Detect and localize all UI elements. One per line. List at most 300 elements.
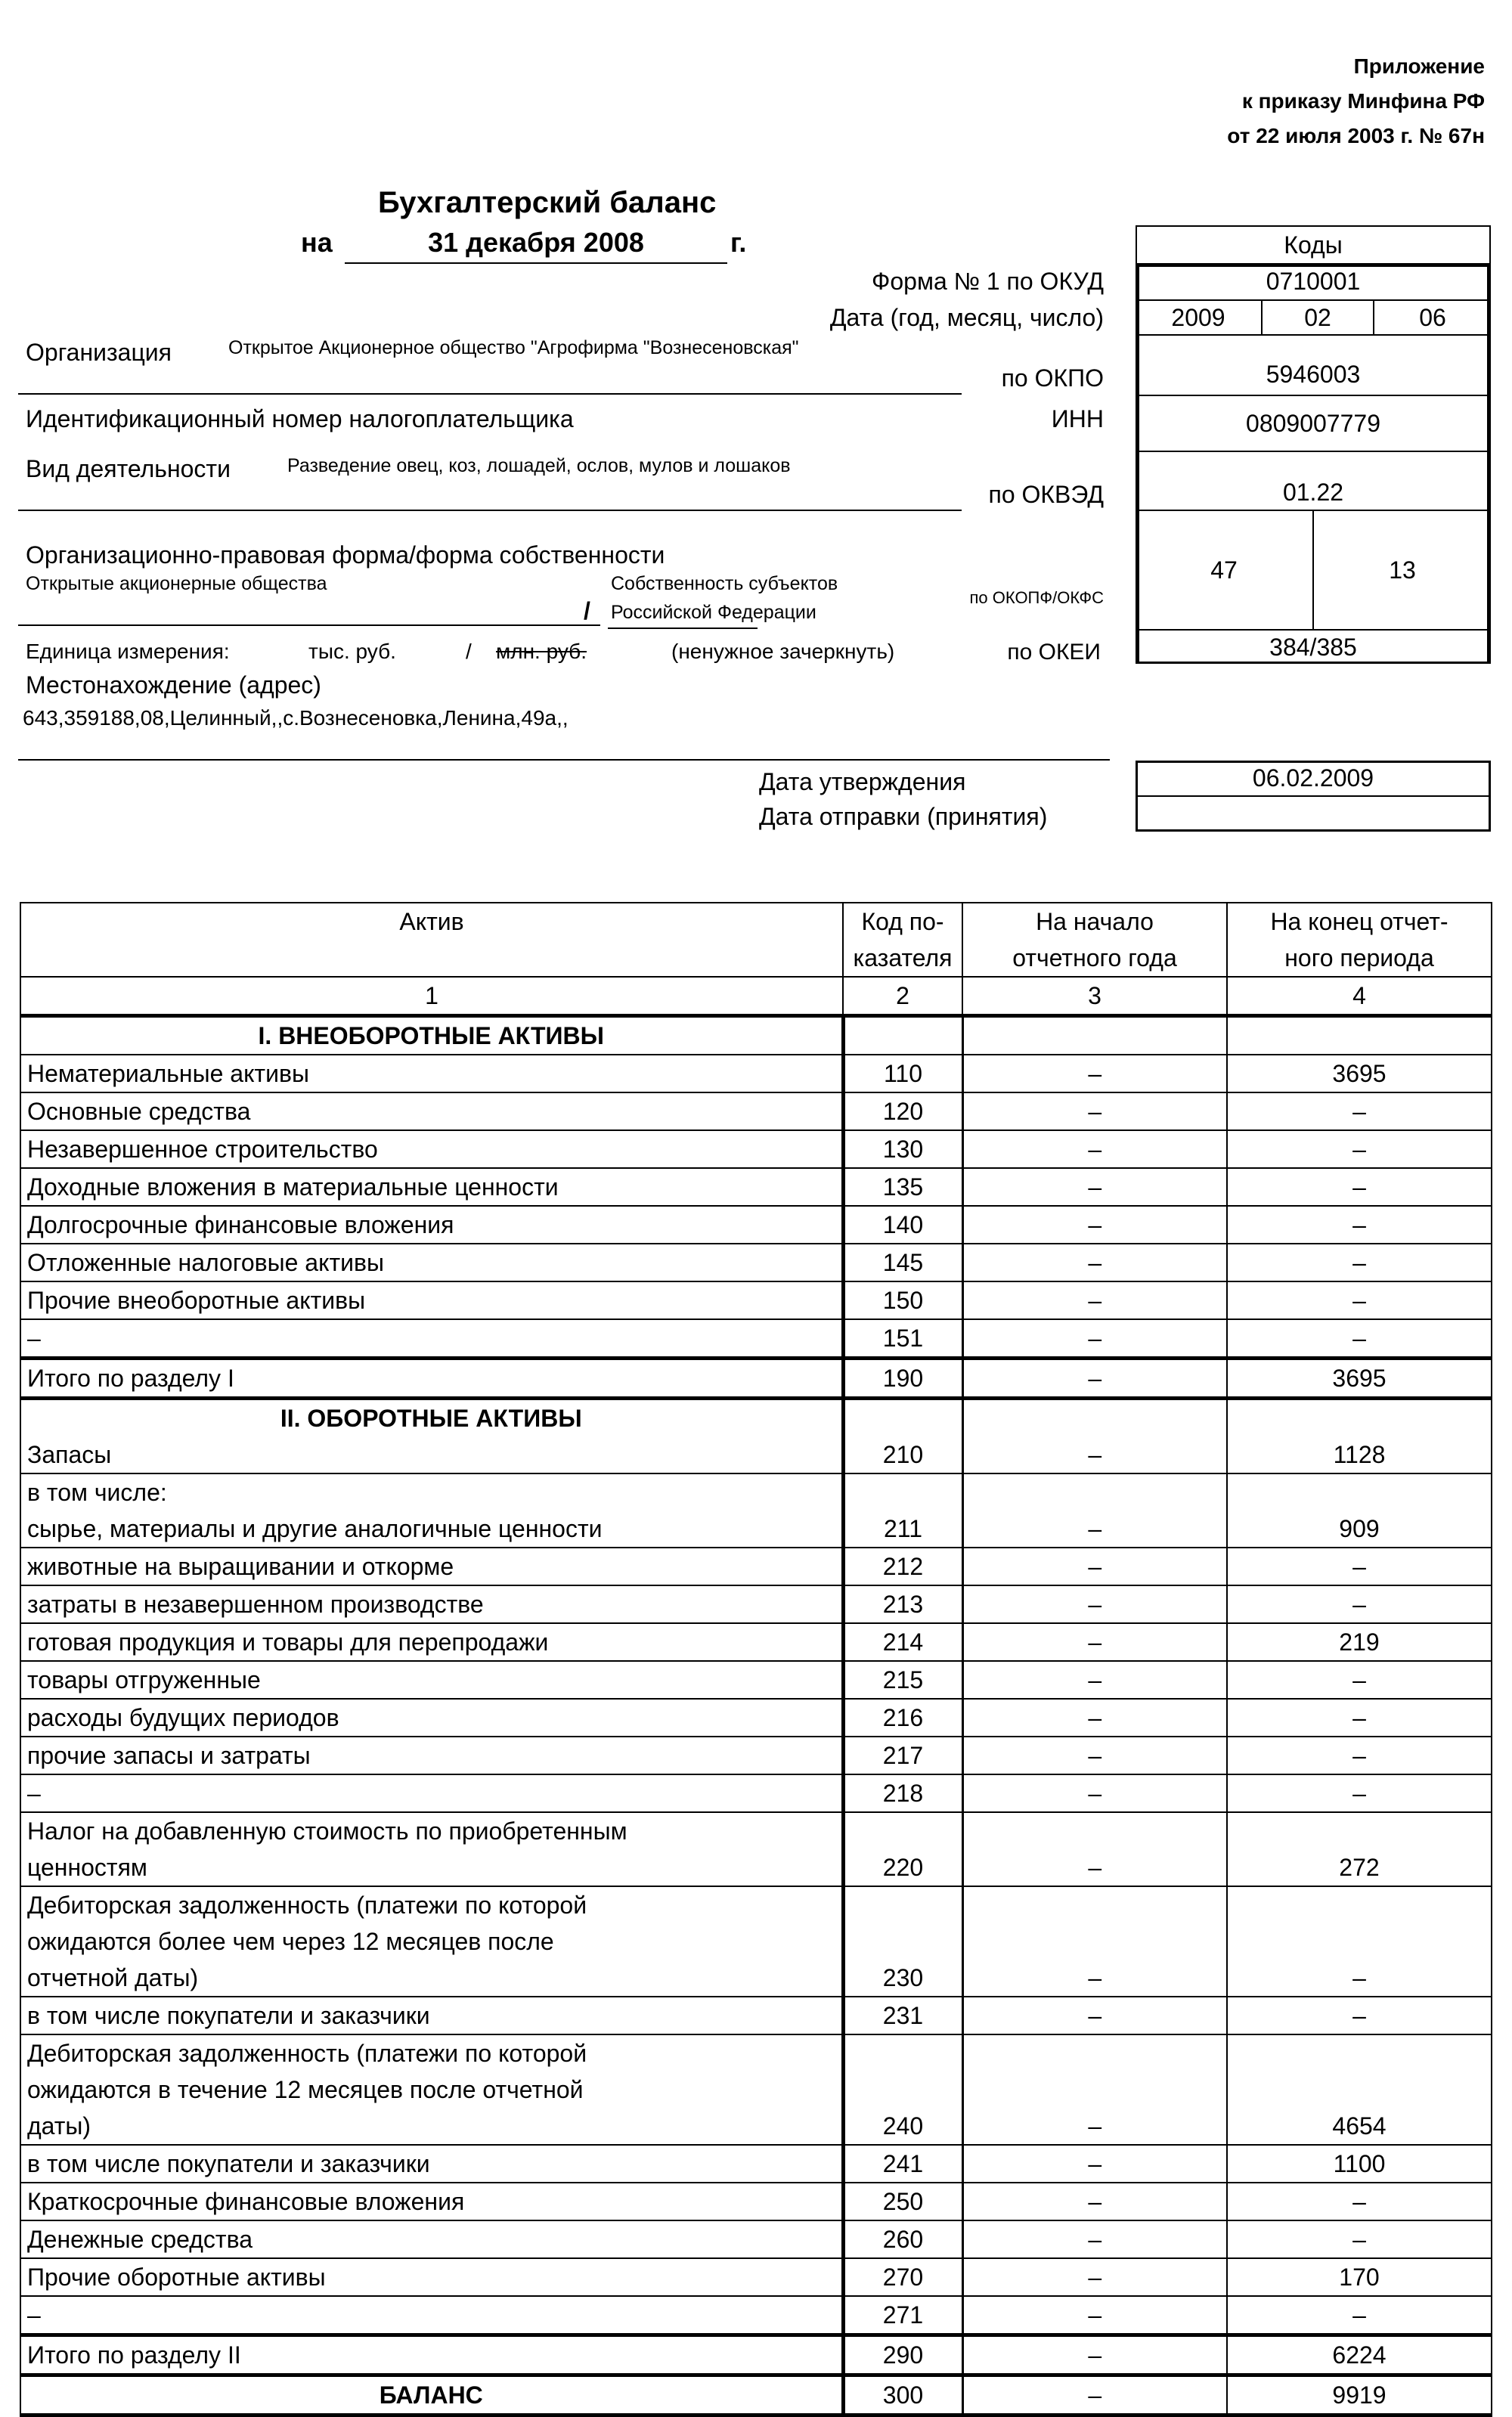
org-name: Открытое Акционерное общество "Агрофирма "Вознесеновская" bbox=[228, 337, 799, 358]
row-code bbox=[843, 1585, 962, 1623]
row-end-text: – bbox=[1352, 1742, 1366, 1769]
header-start-line-1: На начало bbox=[1036, 908, 1154, 935]
balance-row bbox=[20, 2375, 1492, 2415]
address-value: 643,359188,08,Целинный,,с.Вознесеновка,Ленина,49а,, bbox=[23, 706, 569, 730]
row-label-text: Итого по разделу I bbox=[27, 1365, 234, 1392]
section-title: I. ВНЕОБОРОТНЫЕ АКТИВЫ bbox=[258, 1022, 604, 1049]
row-end-text: – bbox=[1352, 1249, 1366, 1276]
row-label-text: Основные средства bbox=[27, 1098, 251, 1125]
row-code-text: 210 bbox=[882, 1441, 924, 1468]
row-code bbox=[843, 1168, 962, 1206]
okved-value: 01.22 bbox=[1282, 479, 1344, 506]
legal-form-underline-right bbox=[608, 627, 758, 629]
row-start-value bbox=[962, 1281, 1227, 1319]
row-end-value bbox=[1227, 1399, 1492, 1474]
row-start-text: – bbox=[1088, 1441, 1102, 1468]
row-start-value bbox=[962, 1319, 1227, 1359]
row-label-text: Дебиторская задолженность (платежи по которой bbox=[27, 1892, 587, 1919]
header-asset-text: Актив bbox=[399, 908, 464, 935]
header-code bbox=[843, 903, 962, 977]
row-start-value bbox=[962, 1473, 1227, 1548]
row-start-value bbox=[962, 1168, 1227, 1206]
row-label-text: Доходные вложения в материальные ценности bbox=[27, 1173, 559, 1201]
row-label bbox=[20, 1359, 843, 1399]
row-label-text: ожидаются более чем через 12 месяцев после bbox=[27, 1928, 554, 1955]
row-label-text: даты) bbox=[27, 2112, 91, 2140]
row-start-value bbox=[962, 1997, 1227, 2034]
row-start-text: – bbox=[1088, 1591, 1102, 1618]
row-start-value bbox=[962, 2258, 1227, 2296]
row-label bbox=[20, 1130, 843, 1168]
row-start-text: – bbox=[1088, 1666, 1102, 1693]
row-label-text: расходы будущих периодов bbox=[27, 1704, 339, 1731]
row-start-text: – bbox=[1088, 1515, 1102, 1542]
row-start-value bbox=[962, 1092, 1227, 1130]
row-code-text: 231 bbox=[882, 2002, 924, 2029]
row-label bbox=[20, 1473, 843, 1548]
row-code-text: 300 bbox=[882, 2381, 924, 2409]
month-cell bbox=[1263, 301, 1374, 336]
row-code bbox=[843, 2145, 962, 2183]
row-code-text: 135 bbox=[882, 1173, 924, 1201]
row-start-text: – bbox=[1088, 1098, 1102, 1125]
table-row bbox=[20, 1661, 1492, 1699]
row-code-text: 218 bbox=[882, 1780, 924, 1807]
table-row bbox=[20, 2145, 1492, 2183]
row-start-text: – bbox=[1088, 2112, 1102, 2140]
row-end-value bbox=[1227, 2375, 1492, 2415]
row-code bbox=[843, 1812, 962, 1886]
row-code bbox=[843, 1016, 962, 1055]
row-label-text: Долгосрочные финансовые вложения bbox=[27, 1211, 454, 1238]
row-label bbox=[20, 1244, 843, 1281]
row-end-value bbox=[1227, 2258, 1492, 2296]
row-label-text: Денежные средства bbox=[27, 2226, 253, 2253]
month-value: 02 bbox=[1304, 303, 1331, 331]
table-row bbox=[20, 1548, 1492, 1585]
row-label-text: Итого по разделу II bbox=[27, 2341, 241, 2369]
row-start-value bbox=[962, 2145, 1227, 2183]
row-end-value bbox=[1227, 2296, 1492, 2335]
row-label-text: прочие запасы и затраты bbox=[27, 1742, 311, 1769]
row-code bbox=[843, 1206, 962, 1244]
row-end-text: – bbox=[1352, 1964, 1366, 1991]
row-label bbox=[20, 2258, 843, 2296]
row-code bbox=[843, 2335, 962, 2375]
row-end-text: 272 bbox=[1339, 1854, 1380, 1881]
row-end-value bbox=[1227, 1585, 1492, 1623]
row-end-text: – bbox=[1352, 2002, 1366, 2029]
approval-value: 06.02.2009 bbox=[1252, 764, 1374, 792]
row-end-value bbox=[1227, 1886, 1492, 1997]
row-end-value bbox=[1227, 1092, 1492, 1130]
row-end-text: – bbox=[1352, 2188, 1366, 2215]
row-start-text: – bbox=[1088, 1287, 1102, 1314]
inn-value: 0809007779 bbox=[1246, 409, 1380, 437]
row-label-text: товары отгруженные bbox=[27, 1666, 261, 1693]
row-end-text: – bbox=[1352, 2301, 1366, 2329]
row-start-text: – bbox=[1088, 1553, 1102, 1580]
row-label bbox=[20, 1699, 843, 1737]
row-start-text: – bbox=[1088, 2341, 1102, 2369]
row-start-value bbox=[962, 1774, 1227, 1812]
document-title: Бухгалтерский баланс bbox=[378, 186, 717, 219]
row-label-text: в том числе покупатели и заказчики bbox=[27, 2002, 430, 2029]
year-value: 2009 bbox=[1171, 303, 1225, 331]
row-label bbox=[20, 1055, 843, 1092]
inn-label: ИНН bbox=[1051, 405, 1104, 432]
row-code-text: 110 bbox=[883, 1060, 922, 1087]
approval-label: Дата утверждения bbox=[759, 768, 966, 795]
row-code-text: 250 bbox=[882, 2188, 924, 2215]
row-label bbox=[20, 1168, 843, 1206]
row-start-value bbox=[962, 1548, 1227, 1585]
table-row bbox=[20, 2034, 1492, 2145]
row-end-text: – bbox=[1352, 2226, 1366, 2253]
unit-slash: / bbox=[466, 640, 472, 663]
row-start-value bbox=[962, 1016, 1227, 1055]
row-start-value bbox=[962, 1812, 1227, 1886]
row-start-text: – bbox=[1088, 2150, 1102, 2177]
section-title: II. ОБОРОТНЫЕ АКТИВЫ bbox=[280, 1405, 582, 1432]
row-end-value bbox=[1227, 1661, 1492, 1699]
header-end-line-1: На конец отчет- bbox=[1270, 908, 1448, 935]
row-code bbox=[843, 2296, 962, 2335]
row-label-text: в том числе: bbox=[27, 1479, 167, 1506]
row-code-text: 216 bbox=[882, 1704, 924, 1731]
address-underline bbox=[18, 759, 1110, 761]
row-label-text: затраты в незавершенном производстве bbox=[27, 1591, 484, 1618]
row-end-value bbox=[1227, 1737, 1492, 1774]
codes-header-text: Коды bbox=[1284, 231, 1343, 259]
okei-label: по ОКЕИ bbox=[1007, 640, 1101, 665]
row-code-text: 241 bbox=[882, 2150, 924, 2177]
row-start-value bbox=[962, 2183, 1227, 2220]
okopf-value: 47 bbox=[1210, 556, 1238, 584]
row-end-text: – bbox=[1352, 1098, 1366, 1125]
row-end-value bbox=[1227, 1699, 1492, 1737]
day-cell bbox=[1374, 301, 1491, 336]
row-end-text: – bbox=[1352, 1136, 1366, 1163]
header-start bbox=[962, 903, 1227, 977]
row-code bbox=[843, 2183, 962, 2220]
header-end bbox=[1227, 903, 1492, 977]
row-label bbox=[20, 1585, 843, 1623]
header-code-line-2: казателя bbox=[853, 944, 953, 971]
row-start-value bbox=[962, 1699, 1227, 1737]
table-row bbox=[20, 1737, 1492, 1774]
row-label-text: отчетной даты) bbox=[27, 1964, 199, 1991]
row-label bbox=[20, 2335, 843, 2375]
unit-million: млн. руб. bbox=[496, 640, 587, 663]
table-number-row bbox=[20, 977, 1492, 1016]
row-end-text: – bbox=[1352, 1173, 1366, 1201]
table-row bbox=[20, 1812, 1492, 1886]
row-end-text: 909 bbox=[1339, 1515, 1380, 1542]
row-end-value bbox=[1227, 1997, 1492, 2034]
okud-cell bbox=[1136, 263, 1491, 301]
okopf-cell bbox=[1136, 511, 1314, 631]
legal-form-slash: / bbox=[584, 597, 590, 624]
row-end-text: 3695 bbox=[1332, 1060, 1387, 1087]
row-label-text: – bbox=[27, 1325, 41, 1352]
row-start-text: – bbox=[1088, 1704, 1102, 1731]
row-start-text: – bbox=[1088, 1173, 1102, 1201]
row-code bbox=[843, 1737, 962, 1774]
unit-label: Единица измерения: bbox=[26, 640, 230, 663]
table-row bbox=[20, 1623, 1492, 1661]
row-code-text: 270 bbox=[882, 2264, 924, 2291]
row-end-text: 170 bbox=[1339, 2264, 1380, 2291]
row-code-text: 260 bbox=[882, 2226, 924, 2253]
row-label bbox=[20, 2375, 843, 2415]
row-label bbox=[20, 1774, 843, 1812]
table-row bbox=[20, 1206, 1492, 1244]
row-end-value bbox=[1227, 2183, 1492, 2220]
row-code-text: 240 bbox=[882, 2112, 924, 2140]
row-start-value bbox=[962, 1206, 1227, 1244]
row-code bbox=[843, 1055, 962, 1092]
row-start-text: – bbox=[1088, 1628, 1102, 1656]
row-start-value bbox=[962, 2220, 1227, 2258]
row-label bbox=[20, 1281, 843, 1319]
appendix-line-2: к приказу Минфина РФ bbox=[1241, 89, 1485, 113]
row-code-text: 213 bbox=[882, 1591, 924, 1618]
row-start-text: – bbox=[1088, 1365, 1102, 1392]
row-code bbox=[843, 1319, 962, 1359]
row-start-value bbox=[962, 1886, 1227, 1997]
table-row bbox=[20, 1244, 1492, 1281]
table-row bbox=[20, 1281, 1492, 1319]
row-label bbox=[20, 2034, 843, 2145]
table-row bbox=[20, 1130, 1492, 1168]
row-label-text: сырье, материалы и другие аналогичные ценности bbox=[27, 1515, 603, 1542]
row-end-value bbox=[1227, 1548, 1492, 1585]
row-label-text: БАЛАНС bbox=[379, 2381, 483, 2409]
row-start-value bbox=[962, 1055, 1227, 1092]
appendix-line-1: Приложение bbox=[1353, 54, 1485, 78]
row-end-text: – bbox=[1352, 1591, 1366, 1618]
activity-underline bbox=[18, 510, 962, 511]
row-end-text: – bbox=[1352, 1287, 1366, 1314]
row-code bbox=[843, 1399, 962, 1474]
org-underline bbox=[18, 393, 962, 395]
org-label: Организация bbox=[26, 339, 172, 366]
okved-label: по ОКВЭД bbox=[988, 481, 1104, 508]
table-row bbox=[20, 1473, 1492, 1548]
row-label bbox=[20, 2183, 843, 2220]
codes-header bbox=[1136, 225, 1491, 263]
table-row bbox=[20, 1585, 1492, 1623]
legal-form-label: Организационно-правовая форма/форма собственности bbox=[26, 541, 665, 569]
number-3: 3 bbox=[962, 977, 1227, 1016]
row-end-value bbox=[1227, 1774, 1492, 1812]
row-code bbox=[843, 2220, 962, 2258]
row-start-value bbox=[962, 1585, 1227, 1623]
activity-label: Вид деятельности bbox=[26, 455, 231, 482]
title-suffix: г. bbox=[730, 227, 747, 258]
row-label bbox=[20, 2220, 843, 2258]
row-label-text: – bbox=[27, 2301, 41, 2329]
row-code bbox=[843, 1774, 962, 1812]
row-end-text: – bbox=[1352, 1325, 1366, 1352]
okfs-cell bbox=[1314, 511, 1491, 631]
row-label bbox=[20, 2145, 843, 2183]
row-start-text: – bbox=[1088, 1854, 1102, 1881]
table-row bbox=[20, 2258, 1492, 2296]
okei-cell bbox=[1136, 631, 1491, 664]
row-label-text: Запасы bbox=[27, 1441, 112, 1468]
row-label-text: Прочие внеоборотные активы bbox=[27, 1287, 366, 1314]
row-code bbox=[843, 1359, 962, 1399]
row-start-text: – bbox=[1088, 1780, 1102, 1807]
row-start-value bbox=[962, 2335, 1227, 2375]
total-row bbox=[20, 1359, 1492, 1399]
row-start-value bbox=[962, 1737, 1227, 1774]
row-start-text: – bbox=[1088, 2381, 1102, 2409]
title-date-underline bbox=[345, 262, 727, 264]
row-code-text: 212 bbox=[882, 1553, 924, 1580]
row-label-text: Дебиторская задолженность (платежи по которой bbox=[27, 2040, 587, 2067]
row-label-text: Налог на добавленную стоимость по приобретенным bbox=[27, 1817, 627, 1845]
row-end-text: – bbox=[1352, 1553, 1366, 1580]
row-label bbox=[20, 1092, 843, 1130]
row-start-text: – bbox=[1088, 2188, 1102, 2215]
table-row bbox=[20, 1886, 1492, 1997]
row-end-value bbox=[1227, 1130, 1492, 1168]
row-end-value bbox=[1227, 1016, 1492, 1055]
row-code bbox=[843, 2034, 962, 2145]
row-start-text: – bbox=[1088, 1211, 1102, 1238]
header-end-line-2: ного периода bbox=[1284, 944, 1434, 971]
okpo-label: по ОКПО bbox=[1001, 364, 1104, 392]
row-end-text: 6224 bbox=[1332, 2341, 1387, 2369]
row-end-value bbox=[1227, 1473, 1492, 1548]
row-label bbox=[20, 1737, 843, 1774]
row-code bbox=[843, 1661, 962, 1699]
address-label: Местонахождение (адрес) bbox=[26, 671, 321, 699]
row-label bbox=[20, 1661, 843, 1699]
row-start-text: – bbox=[1088, 2226, 1102, 2253]
row-start-text: – bbox=[1088, 1060, 1102, 1087]
row-code-text: 214 bbox=[882, 1628, 924, 1656]
legal-form-value: Открытые акционерные общества bbox=[26, 573, 327, 594]
row-end-value bbox=[1227, 1055, 1492, 1092]
table-row bbox=[20, 1319, 1492, 1359]
row-code-text: 145 bbox=[882, 1249, 924, 1276]
row-end-value bbox=[1227, 1244, 1492, 1281]
sent-label: Дата отправки (принятия) bbox=[759, 803, 1048, 830]
row-end-text: 3695 bbox=[1332, 1365, 1387, 1392]
row-label bbox=[20, 1997, 843, 2034]
row-code bbox=[843, 1092, 962, 1130]
ownership-line-1: Собственность субъектов bbox=[611, 573, 838, 594]
row-label bbox=[20, 1206, 843, 1244]
row-label-text: Прочие оборотные активы bbox=[27, 2264, 326, 2291]
row-start-text: – bbox=[1088, 1964, 1102, 1991]
row-start-text: – bbox=[1088, 1325, 1102, 1352]
row-start-value bbox=[962, 1130, 1227, 1168]
row-start-text: – bbox=[1088, 1249, 1102, 1276]
row-label bbox=[20, 1399, 843, 1474]
okpo-cell bbox=[1136, 336, 1491, 396]
title-date: 31 декабря 2008 bbox=[428, 227, 644, 258]
header-code-line-1: Код по- bbox=[861, 908, 944, 935]
okud-value: 0710001 bbox=[1266, 267, 1361, 295]
row-end-text: – bbox=[1352, 1780, 1366, 1807]
row-end-value bbox=[1227, 1623, 1492, 1661]
row-code-text: 230 bbox=[882, 1964, 924, 1991]
row-code-text: 130 bbox=[882, 1136, 924, 1163]
row-label-text: ценностям bbox=[27, 1854, 147, 1881]
table-row bbox=[20, 1092, 1492, 1130]
title-prefix: на bbox=[301, 227, 333, 258]
row-start-value bbox=[962, 2034, 1227, 2145]
row-end-text: 219 bbox=[1339, 1628, 1380, 1656]
row-label bbox=[20, 1812, 843, 1886]
unit-note: (ненужное зачеркнуть) bbox=[671, 640, 895, 663]
row-start-text: – bbox=[1088, 2264, 1102, 2291]
sent-cell bbox=[1136, 797, 1491, 832]
okved-cell bbox=[1136, 452, 1491, 511]
row-code bbox=[843, 2375, 962, 2415]
row-code-text: 217 bbox=[882, 1742, 924, 1769]
inn-cell bbox=[1136, 396, 1491, 452]
row-code-text: 211 bbox=[883, 1515, 922, 1542]
row-start-value bbox=[962, 2375, 1227, 2415]
table-row bbox=[20, 1774, 1492, 1812]
row-code bbox=[843, 1281, 962, 1319]
row-end-text: 1128 bbox=[1333, 1441, 1386, 1468]
row-end-text: 9919 bbox=[1332, 2381, 1387, 2409]
header-asset bbox=[20, 903, 843, 977]
row-end-value bbox=[1227, 2034, 1492, 2145]
row-end-value bbox=[1227, 1812, 1492, 1886]
row-code bbox=[843, 1623, 962, 1661]
table-row bbox=[20, 1055, 1492, 1092]
row-end-value bbox=[1227, 1206, 1492, 1244]
table-row bbox=[20, 1699, 1492, 1737]
row-end-text: 1100 bbox=[1333, 2150, 1386, 2177]
row-start-text: – bbox=[1088, 2301, 1102, 2329]
row-code bbox=[843, 1699, 962, 1737]
okpo-value: 5946003 bbox=[1266, 361, 1361, 388]
day-value: 06 bbox=[1419, 303, 1446, 331]
row-start-value bbox=[962, 1623, 1227, 1661]
date-label: Дата (год, месяц, число) bbox=[829, 304, 1104, 331]
row-end-text: – bbox=[1352, 1704, 1366, 1731]
row-label-text: в том числе покупатели и заказчики bbox=[27, 2150, 430, 2177]
row-end-text: – bbox=[1352, 1666, 1366, 1693]
row-code bbox=[843, 2258, 962, 2296]
year-cell bbox=[1136, 301, 1263, 336]
row-end-value bbox=[1227, 1281, 1492, 1319]
ownership-line-2: Российской Федерации bbox=[611, 602, 816, 623]
row-code-text: 151 bbox=[882, 1325, 924, 1352]
row-label-text: Краткосрочные финансовые вложения bbox=[27, 2188, 465, 2215]
total-row bbox=[20, 2335, 1492, 2375]
row-end-value bbox=[1227, 2145, 1492, 2183]
row-start-value bbox=[962, 2296, 1227, 2335]
row-end-value bbox=[1227, 2220, 1492, 2258]
okfs-value: 13 bbox=[1389, 556, 1416, 584]
row-code-text: 190 bbox=[882, 1365, 924, 1392]
legal-form-underline-left bbox=[18, 624, 600, 626]
row-label bbox=[20, 1886, 843, 1997]
activity-value: Разведение овец, коз, лошадей, ослов, мулов и лошаков bbox=[287, 455, 791, 476]
row-start-value bbox=[962, 1244, 1227, 1281]
table-row bbox=[20, 2220, 1492, 2258]
